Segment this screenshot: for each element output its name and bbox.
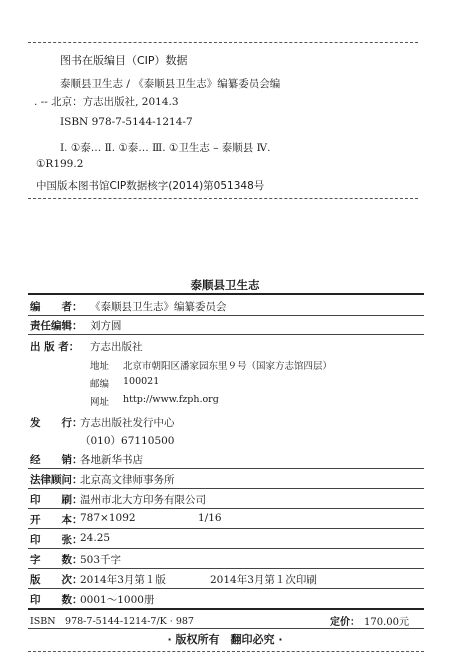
isbn-rule [28, 608, 424, 610]
cip-classification: Ⅰ. ①泰… Ⅱ. ①泰… Ⅲ. ①卫生志 – 泰顺县 Ⅳ. [60, 142, 271, 154]
edition-label: 版 次： [30, 574, 83, 586]
price-label: 定价： [330, 617, 360, 628]
row-rule [28, 568, 424, 569]
format-fold: 1/16 [198, 512, 222, 524]
printing-value: 2014年3月第１次印刷 [210, 574, 317, 586]
postcode-value: 100021 [123, 376, 160, 387]
publisher-label: 出 版 者： [30, 341, 80, 353]
address-value: 北京市朝阳区潘家园东里９号（国家方志馆四层） [123, 361, 333, 372]
rights-notice: · 版权所有 翻印必究 · [167, 633, 283, 646]
legal-value: 北京高文律师事务所 [80, 474, 175, 486]
cip-heading: 图书在版编目（CIP）数据 [60, 54, 188, 67]
address-label: 地址 [90, 361, 110, 372]
cip-line-2: . -- 北京：方志出版社, 2014.3 [34, 96, 179, 108]
title-rule [28, 293, 424, 295]
row-rule [28, 468, 424, 469]
row-rule [28, 628, 424, 629]
row-rule [28, 334, 424, 335]
publisher-value: 方志出版社 [90, 341, 143, 353]
legal-label: 法律顾问： [30, 474, 83, 486]
printer-value: 温州市北大方印务有限公司 [80, 494, 206, 506]
copies-value: 0001～1000册 [80, 594, 155, 606]
editor-label: 编 者： [30, 301, 83, 313]
cip-bottom-divider [28, 198, 418, 199]
distribution-label: 发 行： [30, 417, 83, 429]
postcode-label: 邮编 [90, 379, 110, 390]
sheets-value: 24.25 [80, 532, 111, 544]
bottom-dashed-rule [28, 651, 424, 652]
price-value: 170.00元 [364, 617, 409, 628]
cip-verification: 中国版本图书馆CIP数据核字(2014)第051348号 [36, 180, 265, 192]
row-rule [28, 548, 424, 549]
format-label: 开 本： [30, 514, 83, 526]
sales-value: 各地新华书店 [80, 454, 143, 466]
words-value: 503千字 [80, 554, 122, 566]
sales-label: 经 销： [30, 454, 83, 466]
phone-value: （010）67110500 [80, 435, 175, 447]
responsible-editor-label: 责任编辑： [30, 320, 83, 332]
responsible-editor-value: 刘方圆 [90, 320, 122, 332]
isbn-full: ISBN 978-7-5144-1214-7/K · 987 [30, 616, 194, 627]
row-rule [28, 528, 424, 529]
row-rule [28, 588, 424, 589]
copies-label: 印 数： [30, 594, 83, 606]
editor-value: 《泰顺县卫生志》编纂委员会 [90, 301, 227, 313]
website-value: http://www.fzph.org [123, 394, 219, 405]
distribution-value: 方志出版社发行中心 [80, 417, 175, 429]
row-rule [28, 508, 424, 509]
cip-callno: ①R199.2 [36, 158, 84, 170]
cip-line-1: 泰顺县卫生志 / 《泰顺县卫生志》编纂委员会编 [60, 78, 281, 90]
words-label: 字 数： [30, 554, 83, 566]
edition-value: 2014年3月第１版 [80, 574, 166, 586]
cip-isbn: ISBN 978-7-5144-1214-7 [60, 116, 193, 128]
row-rule [28, 315, 424, 316]
row-rule [28, 488, 424, 489]
website-label: 网址 [90, 397, 110, 408]
format-value: 787×1092 [80, 512, 136, 524]
cip-top-divider [28, 42, 418, 43]
printer-label: 印 刷： [30, 494, 83, 506]
book-title: 泰顺县卫生志 [190, 278, 260, 292]
sheets-label: 印 张： [30, 534, 83, 546]
